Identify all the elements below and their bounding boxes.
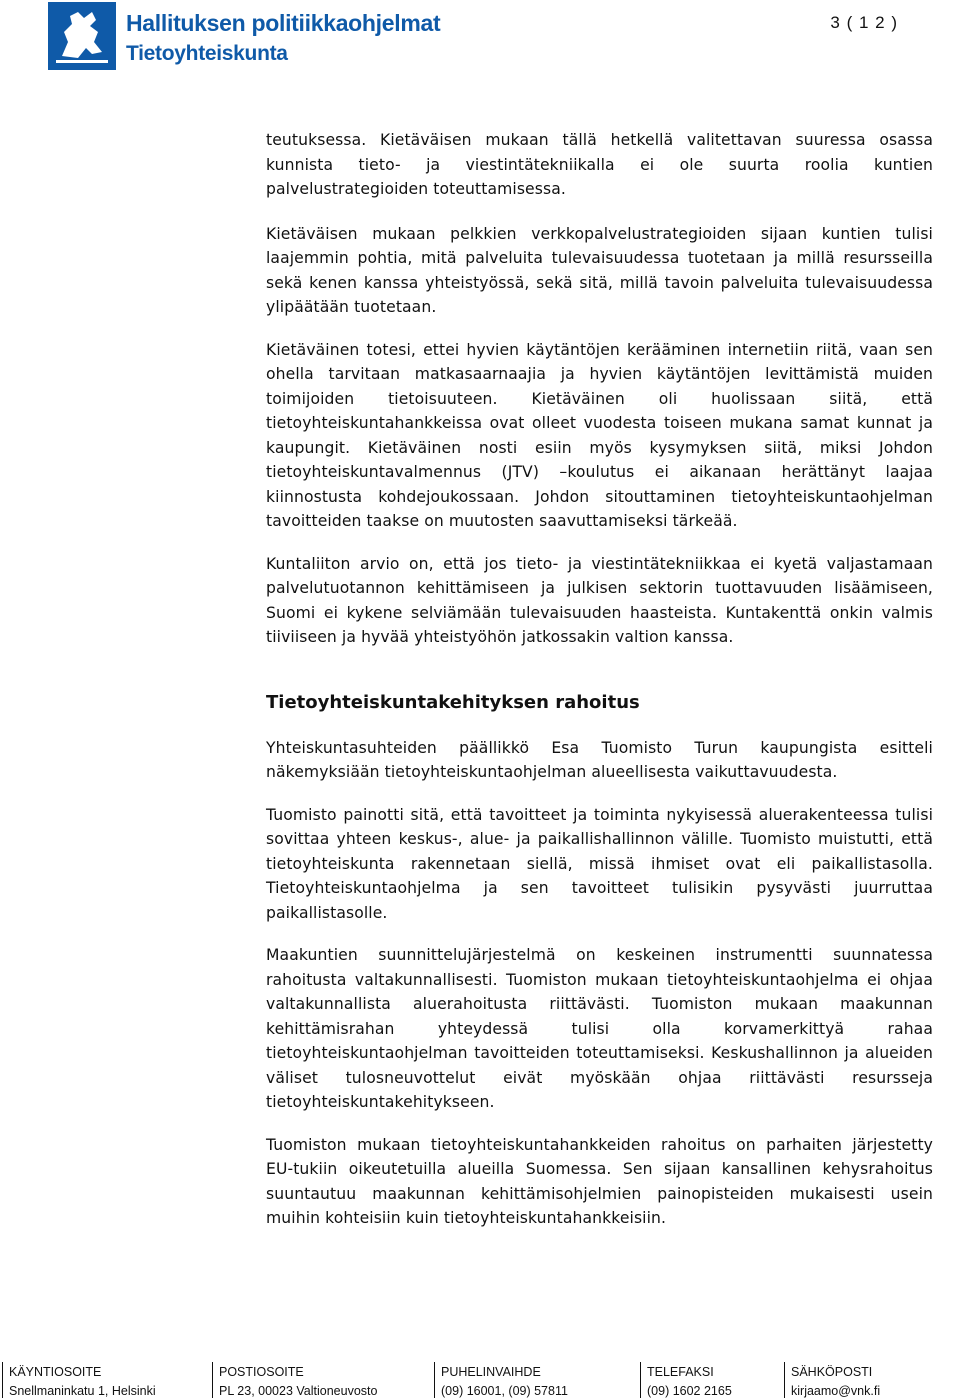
footer-value: (09) 1602 2165	[647, 1384, 732, 1398]
footer-visiting-address	[2, 1362, 156, 1398]
footer	[0, 1362, 960, 1398]
footer-switchboard	[434, 1362, 568, 1398]
footer-label: POSTIOSOITE	[219, 1365, 304, 1379]
page-number: 3 ( 1 2 )	[830, 13, 898, 32]
paragraph: Yhteiskuntasuhteiden päällikkö Esa Tuomisto Turun kaupungista esitteli näkemyksiään tietoyhteiskuntaohjelman alueellisesta vaikuttavuudesta.	[266, 738, 933, 781]
paragraph: Kietäväisen mukaan pelkkien verkkopalvelustrategioiden sijaan kuntien tulisi laajemmin pohtia, mitä palveluita tulevaisuudessa tuotetaan ja millä resursseilla sekä kenen kanssa yhteistyössä, sekä sitä, millä tavoin palveluita tulevaisuudessa ylipäätään tuotetaan.	[266, 224, 933, 316]
footer-label: TELEFAKSI	[647, 1365, 714, 1379]
logo	[48, 2, 441, 70]
footer-value: (09) 16001, (09) 57811	[441, 1384, 568, 1398]
footer-fax	[640, 1362, 732, 1398]
footer-label: KÄYNTIOSOITE	[9, 1365, 102, 1379]
paragraph: Tuomisto painotti sitä, että tavoitteet ja toiminta nykyisessä aluerakenteessa tulisi sovittaa yhteen keskus-, alue- ja paikallishallinnon välille. Tuomisto muistutti, että tietoyhteiskunta rakennetaan siellä, missä ihmiset ovat eli paikallistasolla. Tietoyhteiskuntaohjelma ja sen tavoitteet tulisikin pysyvästi juurruttaa paikallistasolle.	[266, 805, 933, 922]
document-body	[266, 128, 933, 1249]
paragraph: Maakuntien suunnittelujärjestelmä on keskeinen instrumentti suunnatessa rahoitusta valtakunnallisesti. Tuomiston mukaan tietoyhteiskuntaohjelma ei ohjaa valtakunnallista aluerahoitusta riittävästi. Tuomiston mukaan maakunnan kehittämisrahan yhteydessä tulisi olla korvamerkittyä rahaa tietoyhteiskuntaohjelman tavoitteiden toteuttamiseksi. Keskushallinnon ja alueiden väliset tulosneuvottelut eivät myöskään ohjaa riittävästi resursseja tietoyhteiskuntakehitykseen.	[266, 946, 933, 1111]
footer-postal-address	[212, 1362, 377, 1398]
logo-subtitle: Tietoyhteiskunta	[126, 42, 288, 65]
paragraph: teutuksessa. Kietäväisen mukaan tällä hetkellä valitettavan suuressa osassa kunnista tieto- ja viestintätekniikalla ei ole suurta roolia kuntien palvelustrategioiden toteuttamisessa.	[266, 131, 933, 198]
footer-label: SÄHKÖPOSTI	[791, 1365, 873, 1379]
paragraph: Tuomiston mukaan tietoyhteiskuntahankkeiden rahoitus on parhaiten järjestetty EU-tukiin oikeutetuilla alueilla Suomessa. Sen sijaan kansallinen kehysrahoitus suuntautuu maakunnan kehittämisohjelmien painopisteiden mukaisesti usein muihin kohteisiin kuin tietoyhteiskuntahankkeisiin.	[266, 1135, 933, 1227]
section-heading: Tietoyhteiskuntakehityksen rahoitus	[266, 691, 640, 713]
logo-title: Hallituksen politiikkaohjelmat	[126, 10, 441, 36]
finland-lion-emblem-icon	[48, 2, 116, 70]
paragraph: Kuntaliiton arvio on, että jos tieto- ja viestintätekniikkaa ei kyetä valjastamaan palvelutuotannon kehittämiseen ja julkisen sektorin tuottavuuden lisäämiseen, Suomi ei kykene selviämään tulevaisuuden haasteista. Kuntakenttä onkin valmis tiiviiseen ja hyvää yhteistyöhön jatkossakin valtion kanssa.	[266, 554, 933, 646]
footer-value: Snellmaninkatu 1, Helsinki	[9, 1384, 156, 1398]
footer-value[interactable]: kirjaamo@vnk.fi	[791, 1384, 881, 1398]
paragraph: Kietäväinen totesi, ettei hyvien käytäntöjen kerääminen internetiin riitä, vaan sen ohella tarvitaan matkasaarnaajia ja hyvien käytäntöjen levittämistä muiden toimijoiden tietoisuuteen. Kietäväinen oli huolissaan siitä, että tietoyhteiskuntahankkeissa ovat olleet vuodesta toiseen mukana samat kunnat ja kaupungit. Kietäväinen nosti esiin myös kysymyksen siitä, miksi Johdon tietoyhteiskuntavalmennus (JTV) –koulutus ei aikanaan herättänyt laajaa kiinnostusta kohdejoukossaan. Johdon sitouttaminen tietoyhteiskuntaohjelman tavoitteiden taakse on muutosten saavuttamiseksi tärkeää.	[266, 340, 933, 530]
footer-value: PL 23, 00023 Valtioneuvosto	[219, 1384, 378, 1398]
footer-label: PUHELINVAIHDE	[441, 1365, 541, 1379]
footer-email	[784, 1362, 880, 1398]
